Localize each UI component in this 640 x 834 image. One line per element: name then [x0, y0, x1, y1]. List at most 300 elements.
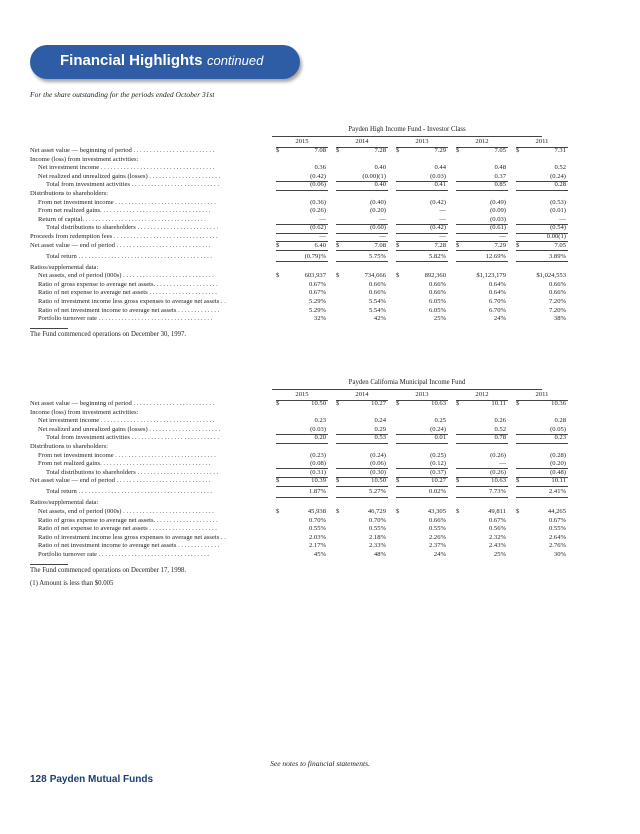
section-title: [60, 52, 263, 70]
table-row: [30, 289, 610, 298]
row-label: Total from investment activities . . . . . . . . . . . . . . . . . . . . . . . . . . .: [46, 181, 219, 189]
value-cell: 12.69%: [485, 252, 506, 260]
value-cell: 0.37: [494, 172, 506, 180]
year-header: 2015: [276, 138, 328, 148]
value-cell: 43,305: [427, 507, 446, 515]
value-cell: 25%: [493, 550, 506, 558]
value-cell: 10.27: [371, 400, 386, 407]
table-row: [30, 242, 610, 253]
double-underline: [456, 477, 508, 487]
double-underline: [276, 488, 328, 498]
see-notes-text: See notes to financial statements.: [270, 759, 370, 768]
row-label: From net realized gains. . . . . . . . . . . . . . . . . . . . . . . . . . . . . . . . . .: [38, 207, 211, 215]
value-cell: 46,729: [367, 507, 386, 515]
value-cell: 0.64%: [488, 280, 506, 288]
row-label: Ratio of net expense to average net assets . . . . . . . . . . . . . . . . . . . . .: [38, 289, 217, 297]
financial-table: [30, 391, 610, 589]
value-cell: 7.31: [554, 147, 566, 154]
currency-symbol: $: [396, 241, 400, 249]
value-cell: 0.00(1): [546, 232, 566, 240]
value-cell: 10.11: [491, 400, 506, 407]
currency-symbol: $: [336, 477, 340, 485]
currency-symbol: $: [456, 241, 460, 249]
row-label: Total distributions to shareholders . . . . . . . . . . . . . . . . . . . . . . . . .: [46, 468, 219, 476]
double-underline: [516, 477, 568, 487]
value-cell: 2.64%: [548, 533, 566, 541]
row-label: Return of capital. . . . . . . . . . . . . . . . . . . . . . . . . . . . . . . . . . . . . .: [38, 215, 206, 223]
table-row: [30, 508, 610, 517]
year-header: 2014: [336, 138, 388, 148]
value-cell: (0.24): [370, 451, 386, 459]
value-cell: (0.79)%: [304, 252, 326, 260]
row-label: Net assets, end of period (000s) . . . . . . . . . . . . . . . . . . . . . . . . . . . .: [38, 507, 214, 515]
table-row: [30, 434, 610, 443]
year-header: 2012: [456, 138, 508, 148]
value-cell: (0.42): [310, 172, 326, 180]
value-cell: 0.52: [554, 164, 566, 172]
fund-note: (1) Amount is less than $0.005: [30, 580, 114, 588]
table-row: [30, 224, 610, 233]
table-row: [30, 400, 610, 409]
value-cell: —: [379, 232, 386, 240]
table-row: [30, 477, 610, 488]
value-cell: (0.12): [430, 460, 446, 468]
currency-symbol: $: [516, 400, 520, 407]
value-cell: 3.89%: [548, 252, 566, 260]
value-cell: —: [439, 207, 446, 215]
value-cell: 0.66%: [428, 280, 446, 288]
currency-symbol: $: [396, 272, 400, 280]
currency-symbol: $: [336, 241, 340, 249]
row-label: Net investment income . . . . . . . . . . . . . . . . . . . . . . . . . . . . . . . . . . .: [38, 164, 215, 172]
value-cell: 0.28: [554, 181, 566, 189]
brand-name: Payden Mutual Funds: [49, 774, 154, 785]
value-cell: 2.03%: [308, 533, 326, 541]
value-cell: (0.24): [550, 172, 566, 180]
value-cell: 0.56%: [488, 525, 506, 533]
table-row: [30, 460, 610, 469]
value-cell: 25%: [433, 315, 446, 323]
fund-table-california-municipal: [30, 379, 610, 588]
value-cell: 0.55%: [548, 525, 566, 533]
value-cell: 0.67%: [548, 516, 566, 524]
value-cell: 10.36: [551, 400, 566, 407]
value-cell: (0.53): [550, 198, 566, 206]
double-underline: [276, 241, 328, 251]
value-cell: 0.55%: [308, 525, 326, 533]
notes-divider: [30, 328, 68, 329]
value-cell: 7.08: [374, 241, 386, 249]
value-cell: 0.01: [434, 434, 446, 442]
value-cell: (0.62): [310, 224, 326, 232]
value-cell: —: [439, 215, 446, 223]
banner-title: Financial Highlights: [60, 52, 203, 69]
value-cell: 7.08: [314, 147, 326, 154]
value-cell: 2.26%: [428, 533, 446, 541]
row-label: From net investment income . . . . . . . . . . . . . . . . . . . . . . . . . . . . . . .: [38, 198, 216, 206]
value-cell: 5.82%: [428, 252, 446, 260]
value-cell: 5.54%: [368, 297, 386, 305]
value-cell: 2.32%: [488, 533, 506, 541]
row-label: Ratio of net expense to average net assets . . . . . . . . . . . . . . . . . . . . .: [38, 525, 217, 533]
row-label: Ratios/supplemental data:: [30, 499, 99, 507]
value-cell: 0.66%: [428, 289, 446, 297]
value-cell: 7.28: [374, 147, 386, 154]
double-underline: [516, 488, 568, 498]
value-cell: 0.20: [314, 434, 326, 442]
value-cell: 38%: [553, 315, 566, 323]
value-cell: 5.75%: [368, 252, 386, 260]
currency-symbol: $: [396, 477, 400, 485]
value-cell: (0.26): [490, 468, 506, 476]
value-cell: 0.28: [554, 417, 566, 425]
row-label: Portfolio turnover rate . . . . . . . . . . . . . . . . . . . . . . . . . . . . . . . . . . .: [38, 315, 213, 323]
row-label: Distributions to shareholders:: [30, 189, 109, 197]
year-header: 2011: [516, 391, 568, 401]
row-label: Net assets, end of period (000s) . . . . . . . . . . . . . . . . . . . . . . . . . . . .: [38, 272, 214, 280]
year-header: 2013: [396, 391, 448, 401]
currency-symbol: $: [276, 400, 280, 407]
value-cell: (0.06): [370, 460, 386, 468]
value-cell: 0.64%: [488, 289, 506, 297]
value-cell: 6.70%: [488, 297, 506, 305]
currency-symbol: $: [516, 147, 520, 154]
value-cell: 7.05: [554, 241, 566, 249]
value-cell: 48%: [373, 550, 386, 558]
value-cell: (0.36): [310, 198, 326, 206]
table-row: [30, 315, 610, 324]
financial-table: [30, 138, 610, 339]
value-cell: (0.49): [490, 198, 506, 206]
table-row: [30, 190, 610, 199]
row-label: Proceeds from redemption fees . . . . . . . . . . . . . . . . . . . . . . . . . . . . . . . .: [30, 232, 218, 240]
value-cell: —: [439, 232, 446, 240]
double-underline: [396, 477, 448, 487]
value-cell: 734,666: [364, 272, 386, 280]
value-cell: 7.73%: [488, 488, 506, 496]
value-cell: 0.66%: [428, 516, 446, 524]
table-row: [30, 207, 610, 216]
value-cell: 2.37%: [428, 542, 446, 550]
year-header: 2015: [276, 391, 328, 401]
currency-symbol: $: [516, 477, 520, 485]
table-row: [30, 409, 610, 418]
value-cell: 6.05%: [428, 297, 446, 305]
fund-table-high-income: [30, 126, 610, 338]
value-cell: (0.20): [550, 460, 566, 468]
currency-symbol: $: [276, 507, 280, 515]
value-cell: (0.03): [430, 172, 446, 180]
value-cell: 0.24: [374, 417, 386, 425]
table-row: [30, 426, 610, 435]
year-header: 2013: [396, 138, 448, 148]
double-underline: [396, 252, 448, 262]
currency-symbol: $: [336, 272, 340, 280]
value-cell: 2.17%: [308, 542, 326, 550]
table-row: [30, 443, 610, 452]
value-cell: (0.40): [370, 198, 386, 206]
row-label: Ratios/supplemental data:: [30, 263, 99, 271]
double-underline: [276, 477, 328, 487]
value-cell: 24%: [493, 315, 506, 323]
value-cell: (0.26): [490, 451, 506, 459]
double-underline: [456, 241, 508, 251]
currency-symbol: $: [456, 400, 460, 407]
row-label: Net realized and unrealized gains (losses) . . . . . . . . . . . . . . . . . . . . . .: [38, 172, 221, 180]
currency-symbol: $: [396, 147, 400, 154]
row-label: Portfolio turnover rate . . . . . . . . . . . . . . . . . . . . . . . . . . . . . . . . . .: [38, 550, 210, 558]
double-underline: [396, 488, 448, 498]
value-cell: 0.23: [554, 434, 566, 442]
value-cell: 0.41: [434, 181, 446, 189]
value-cell: 32%: [313, 315, 326, 323]
value-cell: 10.11: [551, 477, 566, 485]
row-label: Ratio of investment income less gross expenses to average net assets . .: [38, 297, 226, 305]
value-cell: (0.24): [430, 425, 446, 433]
value-cell: (0.20): [370, 207, 386, 215]
value-cell: (0.37): [430, 468, 446, 476]
value-cell: 30%: [553, 550, 566, 558]
value-cell: 0.67%: [308, 289, 326, 297]
double-underline: [336, 477, 388, 487]
row-label: Total return . . . . . . . . . . . . . . . . . . . . . . . . . . . . . . . . . . . . . . . . .: [46, 252, 213, 260]
row-label: Ratio of net investment income to average net assets . . . . . . . . . . . . .: [38, 306, 220, 314]
value-cell: 45%: [313, 550, 326, 558]
table-row: [30, 534, 610, 543]
value-cell: 892,360: [424, 272, 446, 280]
value-cell: 5.27%: [368, 488, 386, 496]
value-cell: (0.26): [310, 207, 326, 215]
row-label: Net investment income . . . . . . . . . . . . . . . . . . . . . . . . . . . . . . . . . . .: [38, 417, 215, 425]
value-cell: 2.18%: [368, 533, 386, 541]
row-label: Net asset value — end of period . . . . . . . . . . . . . . . . . . . . . . . . . . . . .: [30, 241, 211, 249]
value-cell: 2.43%: [488, 542, 506, 550]
value-cell: 0.67%: [308, 280, 326, 288]
value-cell: 0.66%: [548, 289, 566, 297]
row-label: Income (loss) from investment activities:: [30, 408, 139, 416]
table-row: [30, 173, 610, 182]
banner-continued: continued: [206, 53, 264, 68]
value-cell: 2.76%: [548, 542, 566, 550]
table-row: [30, 307, 610, 316]
value-cell: 2.33%: [368, 542, 386, 550]
value-cell: 10.27: [431, 477, 446, 485]
value-cell: 0.52: [494, 425, 506, 433]
value-cell: 6.05%: [428, 306, 446, 314]
row-label: Total return . . . . . . . . . . . . . . . . . . . . . . . . . . . . . . . . . . . . . . . . .: [46, 488, 213, 496]
value-cell: 24%: [433, 550, 446, 558]
fund-note: The Fund commenced operations on December 30, 1997.: [30, 330, 187, 338]
value-cell: 2.41%: [548, 488, 566, 496]
table-row: [30, 181, 610, 190]
table-row: [30, 253, 610, 264]
value-cell: (0.61): [490, 224, 506, 232]
year-header: 2014: [336, 391, 388, 401]
value-cell: 1.87%: [308, 488, 326, 496]
value-cell: 6.70%: [488, 306, 506, 314]
currency-symbol: $: [336, 507, 340, 515]
table-row: [30, 147, 610, 156]
row-label: Net asset value — end of period . . . . . . . . . . . . . . . . . . . . . . . . . . . . .: [30, 477, 211, 485]
row-label: Ratio of gross expense to average net assets. . . . . . . . . . . . . . . . . . . .: [38, 516, 218, 524]
row-label: Ratio of investment income less gross expenses to average net assets . .: [38, 533, 226, 541]
table-row: [30, 499, 610, 508]
value-cell: 10.63: [431, 400, 446, 407]
page-number: 128: [30, 774, 47, 785]
year-header: 2011: [516, 138, 568, 148]
table-row: [30, 199, 610, 208]
row-label: Ratio of gross expense to average net assets. . . . . . . . . . . . . . . . . . . .: [38, 280, 218, 288]
row-label: Income (loss) from investment activities:: [30, 155, 139, 163]
value-cell: (0.00)(1): [362, 172, 386, 180]
value-cell: 0.55%: [368, 525, 386, 533]
value-cell: 0.66%: [548, 280, 566, 288]
currency-symbol: $: [276, 147, 280, 154]
row-label: Net realized and unrealized gains (losses) . . . . . . . . . . . . . . . . . . . . . .: [38, 425, 221, 433]
value-cell: 0.70%: [368, 516, 386, 524]
row-label: Net asset value — beginning of period . . . . . . . . . . . . . . . . . . . . . . . . .: [30, 400, 215, 407]
value-cell: (0.42): [430, 198, 446, 206]
row-label: Total from investment activities . . . . . . . . . . . . . . . . . . . . . . . . . . .: [46, 434, 219, 442]
table-row: [30, 281, 610, 290]
value-cell: (0.08): [310, 460, 326, 468]
currency-symbol: $: [516, 507, 520, 515]
value-cell: 0.29: [374, 425, 386, 433]
value-cell: 0.85: [494, 181, 506, 189]
value-cell: 44,265: [547, 507, 566, 515]
currency-symbol: $: [516, 241, 520, 249]
value-cell: 0.67%: [488, 516, 506, 524]
value-cell: 5.29%: [308, 297, 326, 305]
value-cell: (0.48): [550, 468, 566, 476]
table-row: [30, 517, 610, 526]
value-cell: —: [379, 215, 386, 223]
row-label: Net asset value — beginning of period . . . . . . . . . . . . . . . . . . . . . . . . .: [30, 147, 215, 154]
value-cell: 49,811: [488, 507, 506, 515]
currency-symbol: $: [276, 477, 280, 485]
row-label: Ratio of net investment income to average net assets . . . . . . . . . . . . .: [38, 542, 220, 550]
value-cell: 7.05: [494, 147, 506, 154]
value-cell: (0.03): [310, 425, 326, 433]
value-cell: 0.26: [494, 417, 506, 425]
value-cell: (0.30): [370, 468, 386, 476]
value-cell: $1,024,553: [536, 272, 566, 280]
value-cell: 0.02%: [428, 488, 446, 496]
value-cell: 0.40: [374, 164, 386, 172]
value-cell: (0.05): [550, 425, 566, 433]
value-cell: 10.50: [311, 400, 326, 407]
value-cell: 0.55%: [428, 525, 446, 533]
value-cell: (0.23): [310, 451, 326, 459]
currency-symbol: $: [456, 147, 460, 154]
page-subtitle: For the share outstanding for the periods ended October 31st: [30, 90, 215, 99]
year-header-row: [30, 138, 610, 147]
value-cell: 45,938: [307, 507, 326, 515]
value-cell: (0.25): [430, 451, 446, 459]
value-cell: 0.78: [494, 434, 506, 442]
value-cell: (0.03): [490, 215, 506, 223]
value-cell: (0.31): [310, 468, 326, 476]
currency-symbol: $: [336, 147, 340, 154]
value-cell: (0.60): [370, 224, 386, 232]
value-cell: —: [499, 460, 506, 468]
value-cell: 0.40: [374, 181, 386, 189]
value-cell: —: [499, 232, 506, 240]
value-cell: —: [319, 232, 326, 240]
value-cell: 7.29: [434, 147, 446, 154]
table-row: [30, 452, 610, 461]
table-row: [30, 264, 610, 273]
value-cell: 5.29%: [308, 306, 326, 314]
double-underline: [336, 241, 388, 251]
value-cell: 0.66%: [368, 289, 386, 297]
value-cell: 10.50: [371, 477, 386, 485]
value-cell: 10.39: [311, 477, 326, 485]
value-cell: 7.20%: [548, 297, 566, 305]
value-cell: 5.54%: [368, 306, 386, 314]
value-cell: 7.28: [434, 241, 446, 249]
value-cell: 603,937: [304, 272, 326, 280]
year-header-row: [30, 391, 610, 400]
currency-symbol: $: [396, 400, 400, 407]
value-cell: 0.70%: [308, 516, 326, 524]
double-underline: [516, 252, 568, 262]
row-label: From net realized gains. . . . . . . . . . . . . . . . . . . . . . . . . . . . . . . . . .: [38, 460, 211, 468]
table-row: [30, 156, 610, 165]
value-cell: $1,123,179: [476, 272, 506, 280]
table-row: [30, 542, 610, 551]
value-cell: (0.54): [550, 224, 566, 232]
fund-note: The Fund commenced operations on December 17, 1998.: [30, 566, 187, 574]
notes-divider: [30, 564, 68, 565]
value-cell: 0.25: [434, 417, 446, 425]
table-row: [30, 525, 610, 534]
currency-symbol: $: [276, 272, 280, 280]
value-cell: —: [319, 215, 326, 223]
value-cell: 0.36: [314, 164, 326, 172]
row-label: Distributions to shareholders:: [30, 442, 109, 450]
table-row: [30, 164, 610, 173]
table-row: [30, 272, 610, 281]
table-row: [30, 551, 610, 560]
value-cell: 6.40: [314, 241, 326, 249]
double-underline: [396, 241, 448, 251]
double-underline: [516, 241, 568, 251]
value-cell: (0.06): [310, 181, 326, 189]
currency-symbol: $: [396, 507, 400, 515]
table-row: [30, 216, 610, 225]
double-underline: [336, 488, 388, 498]
currency-symbol: $: [336, 400, 340, 407]
row-label: From net investment income . . . . . . . . . . . . . . . . . . . . . . . . . . . . . . .: [38, 451, 216, 459]
value-cell: 0.66%: [368, 280, 386, 288]
double-underline: [456, 252, 508, 262]
value-cell: 0.53: [374, 434, 386, 442]
table-row: [30, 417, 610, 426]
double-underline: [276, 252, 328, 262]
currency-symbol: $: [456, 477, 460, 485]
currency-symbol: $: [456, 507, 460, 515]
value-cell: 10.63: [491, 477, 506, 485]
value-cell: (0.28): [550, 451, 566, 459]
value-cell: (0.09): [490, 207, 506, 215]
table-row: [30, 298, 610, 307]
fund-title: Payden California Municipal Income Fund: [272, 379, 542, 390]
double-underline: [456, 488, 508, 498]
value-cell: 7.29: [494, 241, 506, 249]
value-cell: 42%: [373, 315, 386, 323]
double-underline: [336, 252, 388, 262]
